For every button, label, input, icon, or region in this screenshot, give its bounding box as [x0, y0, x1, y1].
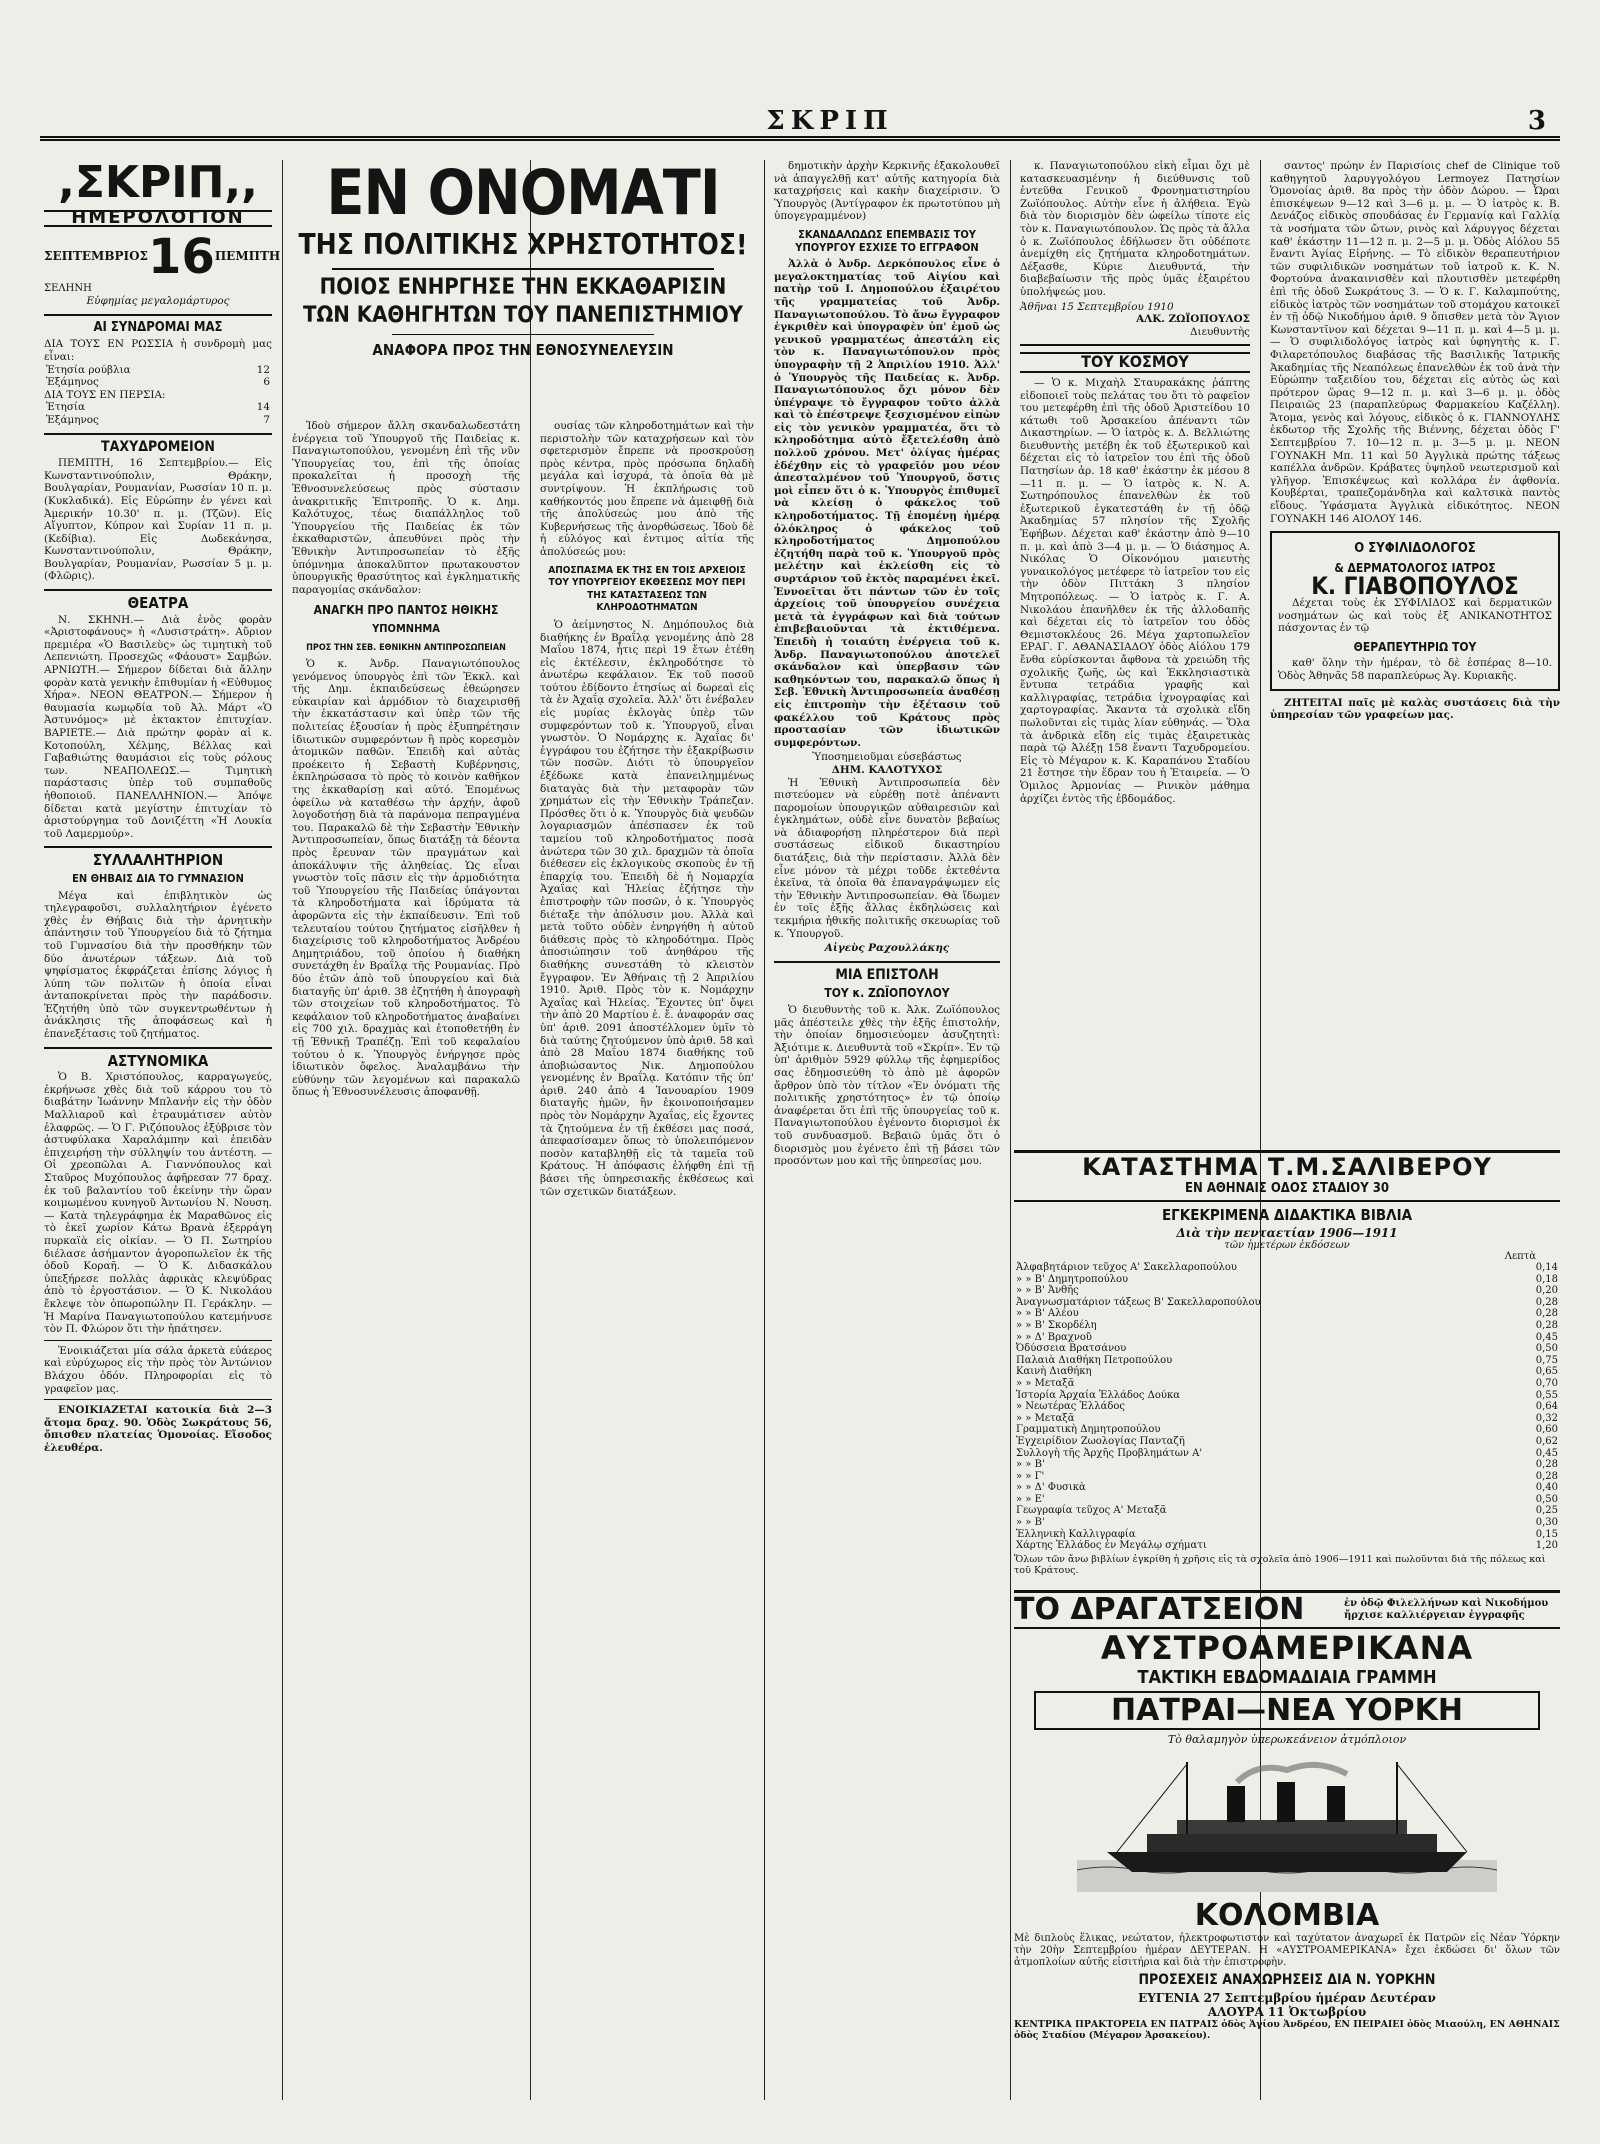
book-title: » Νεωτέρας Ἑλλάδος	[1016, 1401, 1125, 1413]
book-title: Ἐγχειρίδιον Ζωολογίας Πανταζῆ	[1016, 1435, 1185, 1447]
calendar-month: ΣΕΠΤΕΜΒΡΙΟΣ	[44, 249, 149, 264]
book-title: Ἱστορία Ἀρχαία Ἑλλάδος Δούκα	[1016, 1389, 1180, 1401]
excerpt-body: Ὁ ἀείμνηστος Ν. Δημόπουλος διὰ διαθήκης ἐν Βραΐλᾳ γενομένης ἀπὸ 28 Μαΐου 1874, ἧτις περὶ 19 ἔτων ἐτέθη εἰς ἐκτέλεσιν, ἐκληροδότησε τὸ ἀνωτέρω κεφάλαιον. Ἐκ τοῦ ποσοῦ τούτου ἐδίδοντο ἐτησίως αἱ δωρεαὶ εἰς τὰ ἐν Ἀχαΐᾳ σχολεῖα. Ἀλλ' ὅτι ἐνέβαλεν εἰς μυρίας ἐκλογὰς ὑπὲρ τῶν συμφερόντων τοῦ κ. Ὑπουργοῦ, εἶναι γνωστὸν. Ὁ Νομάρχης κ. Ἀχαΐας δι' ἐγγράφου του ἐζήτησε τὴν ἐξακρίβωσιν τῶν ποσῶν. Διότι τὸ ὑπουργεῖον ἐξέδωκε κατὰ ἐπανειλημμένως διαταγὰς διὰ τὴν μεταφορὰν τῶν χρημάτων εἰς τὴν Ἐθνικὴν Τράπεζαν. Πρόσθες ὅτι ὁ κ. Ὑπουργὸς διὰ ψευδῶν λογαριασμῶν ἀπέσπασεν ἐκ τοῦ ταμείου τοῦ κληροδοτήματος ποσὰ ἀνώτερα τῶν 30 χιλ. δραχμῶν τὰ ὁποῖα διέθεσεν εἰς ἐκλογικοὺς σκοποὺς ἐν τῇ ἐπαρχίᾳ του. Ἐπειδὴ δὲ ἡ Νομαρχία Ἀχαΐας καὶ Ἠλείας ἐζήτησε τὴν ἐπιστροφὴν τῶν ποσῶν, ὁ κ. Ὑπουργὸς διέταξε τὴν ἀπόλυσιν μου. Ἀλλὰ καὶ μετὰ τοῦτο οὐδὲν ἐνηργήθη ἡ αὐτοῦ διάθεσις πρὸς τὸ κληροδότημα. Πρὸς ἀποσιώπησιν τοῦ ἀνηθάρου τῆς διαθήκης συνεστάθη τὸ κλειστὸν ἔγγραφον. Ἐν Ἀθήναις τῇ 2 Ἀπριλίου 1910. Ἀριθ. Πρὸς τὸν κ. Νομάρχην Ἀχαΐας καὶ Ἠλείας. Ἔχοντες ὑπ' ὄψει τὴν ἀπὸ 20 Μαρτίου ἐ. ἔ. ἀναφοράν σας ὑπ' ἀριθ. 2091 ἀποστέλλομεν ὑμῖν τὸ διὰ ταύτης ζητούμενον ὑπὸ ἀριθ. 58 καὶ ἀπὸ 28 Μαΐου 1874 διαθήκης τοῦ ἀποβιώσαντος Νικ. Δημοπούλου γενομένης ἐν Βραΐλᾳ. Κατόπιν τῆς ὑπ' ἀριθ. 240 ἀπὸ 4 Ἰανουαρίου 1909 διαταγῆς ἡμῶν, ἣν ἐκοινοποιήσαμεν πρὸς τὸν Νομάρχην Ἀχαΐας, εἰς ἔχοντες τὰ ζητούμενα ἐν τῇ ἐκθέσει μας ποσά, ἀπεφασίσαμεν ὅπως τὸ ὑπολειπόμενον ποσὸν καταβληθῇ εἰς τὰ ταμεῖα τοῦ Κράτους. Ἡ ἀπόφασις ἐλήφθη ἐπὶ τῇ βάσει τῆς ὑπηρεσιακῆς ἐκθέσεως καὶ τῶν σχετικῶν διατάξεων.	[540, 618, 754, 1198]
book-price: 0,50	[1535, 1493, 1558, 1505]
book-price: 0,60	[1535, 1424, 1558, 1436]
commentary-signature: Αἰγεὺς Ραχουλλάκης	[824, 942, 950, 955]
column-rule	[530, 160, 531, 2100]
book-row	[1014, 1297, 1560, 1309]
post-text: ΠΕΜΠΤΗ, 16 Σεπτεμβρίου.— Εἰς Κωνσταντινούπολιν, Θράκην, Βουλγαρίαν, Ρουμανίαν, Ρωσσίαν 10 π. μ. (Κυκλαδικά). Εἰς Εὐρώπην ἐν γένει καὶ Ἀμερικήν 10.30' π. μ. (Τζῶν). Εἰς Αἴγυπτον, Κύπρον καὶ Συρίαν 11 π. μ. (Κεδίβια). Εἰς Δωδεκάνησα, Κωνσταντινούπολιν, Θράκην, Βουλγαρίαν, Ρουμανίαν, Ρωσσίαν 5 μ. μ. (Φλῶρις).	[44, 457, 272, 583]
article-intro: Ἰδοὺ σήμερον ἄλλη σκανδαλωδεστάτη ἐνέργεια τοῦ Ὑπουργοῦ τῆς Παιδείας κ. Παναγιωτοπούλου, γενομένη ἐπὶ τῆς νῦν Ὑπουργείας του, ἐπὶ τῆς ὁποίας προκαλεῖται ἡ προσοχὴ τῆς Ἐθνοσυνελεύσεως πρὸς σύστασιν ἀνακριτικῆς Ἐπιτροπῆς. Ὁ κ. Δημ. Καλότυχος, τέως διαπάλληλος τοῦ Ὑπουργείου τῆς Παιδείας ἐκ τῶν ἐκκαθαριστῶν, ἀπευθύνει πρὸς τὴν Ἐθνικὴν Ἀντιπροσωπείαν τὸ ἐξῆς ὑπόμνημα ἀποκαλῦπτον πρωτακουστον ὑπουργικῆς θρασύτητος καὶ ἐγκληματικῆς παραγομίας σκάνδαλον:	[292, 420, 520, 596]
intervention-title: ΣΚΑΝΔΑΛΩΔΩΣ ΕΠΕΜΒΑΣΙΣ ΤΟΥ ΥΠΟΥΡΓΟΥ ΕΣΧΙΣΕ ΤΟ ΕΓΓΡΑΦΟΝ	[795, 227, 979, 254]
book-row	[1014, 1401, 1560, 1413]
book-title: » » Β' Αλέου	[1016, 1308, 1079, 1320]
doctor-ad	[1270, 531, 1560, 690]
sub-row-value: 6	[263, 376, 270, 389]
letter-title: ΜΙΑ ΕΠΙΣΤΟΛΗ	[835, 966, 939, 983]
doctor-ad-subtitle: & ΔΕΡΜΑΤΟΛΟΓΟΣ ΙΑΤΡΟΣ	[1334, 560, 1496, 575]
lead-headline: ΕΝ ΟΝΟΜΑΤΙ	[326, 156, 720, 229]
book-price: 0,40	[1535, 1482, 1558, 1494]
book-price: 0,55	[1535, 1389, 1558, 1401]
column-rule	[282, 160, 283, 2100]
column-5	[1020, 160, 1250, 1140]
lead-headline-4: ΤΩΝ ΚΑΘΗΓΗΤΩΝ ΤΟΥ ΠΑΝΕΠΙΣΤΗΜΙΟΥ	[302, 303, 743, 328]
book-row	[1014, 1517, 1560, 1529]
theatre-text: Ν. ΣΚΗΝΗ.— Διὰ ἑνὸς φορὰν «Ἀριστοφάνους» ἡ «Λυσιστράτη». Αὔριον πρεμιέρα «Ὁ Βασιλεὺς» ὡς τιμητικὴ τοῦ Λεπενιώτη. Προσεχῶς «Φάουστ» Σαμβών. ΑΡΝΙΩΤΗ.— Σήμερον δίδεται διὰ ἄλλην φορὰν κατὰ γενικὴν ἐπιθυμίαν ἡ «Εὐθυμος Χήρα». ΝΕΟΝ ΘΕΑΤΡΟΝ.— Σήμερον ἡ θαυμασία κωμῳδία τοῦ Ἀλ. Μάρτ «Ὁ Ἀστυνόμος» μὲ ἐκτακτον ἐπιτυχίαν. ΒΑΡΙΕΤΕ.— Διὰ πρώτην φορὰν αἱ κ. Κοτοπούλη, Χέλμης, Βέλλας καὶ Γαβαθιώτης θαυμάσιοι εἰς τοὺς ρόλους των. ΝΕΑΠΟΛΕΩΣ.— Τιμητικὴ παράστασις ὑπὲρ τοῦ συμπαθοῦς ἠθοποιοῦ. ΠΑΝΕΛΛΗΝΙΟΝ.— Ἀπόψε δίδεται κατὰ μεγίστην ἐπιτυχίαν τὸ ἀριστούργημα τοῦ Δονιζέττη «Ἡ Λουκία τοῦ Λαμερμούρ».	[44, 613, 272, 840]
book-row	[1014, 1459, 1560, 1471]
book-price: 0,28	[1535, 1308, 1558, 1320]
book-price: 0,75	[1535, 1354, 1558, 1366]
divider	[332, 268, 714, 270]
sub-row-value: 7	[263, 413, 270, 426]
letter-subtitle: ΤΟΥ κ. ΖΩΪΟΠΟΥΛΟΥ	[824, 986, 950, 1001]
classified-ad: Ἐνοικιάζεται μία σάλα ἀρκετὰ εὐάερος καὶ εὐρύχωρος εἰς τὴν πρὸς τὸν Ἀντώνιον Βλάχου ὁδόν. Πληροφορίαι εἰς τὸ γραφεῖον μας.	[44, 1344, 272, 1395]
lead-headline-2: ΤΗΣ ΠΟΛΙΤΙΚΗΣ ΧΡΗΣΤΟΤΗΤΟΣ!	[298, 228, 748, 261]
book-title: Ἑλληνικὴ Καλλιγραφία	[1016, 1528, 1136, 1540]
dragatsi-title: ΤΟ ΔΡΑΓΑΤΣΕΙΟΝ	[1014, 1592, 1305, 1627]
line-title: ΑΥΣΤΡΟΑΜΕΡΙΚΑΝΑ	[1100, 1629, 1474, 1667]
sub-row-value: 14	[256, 401, 270, 414]
moon-label: ΣΕΛΗΝΗ	[44, 282, 92, 294]
doctor-ad-title: Ο ΣΥΦΙΛΙΔΟΛΟΓΟΣ	[1354, 541, 1476, 557]
books-subtitle: Διὰ τὴν πενταετίαν 1906—1911	[1176, 1226, 1398, 1240]
lead-headline-block	[292, 156, 754, 363]
intervention-body: Ἀλλὰ ὁ Ἀνδρ. Δερκόπουλος εἶνε ὁ μεγαλοκτηματίας τοῦ Αἰγίου καὶ πατὴρ τοῦ Ι. Δημοπούλου ἐξαιρέτου τῆς γραμματείας τοῦ Ἀνδρ. Παναγιωτοπούλου. Τὸ ἄνω ἔγγραφον ἐγκριθὲν καὶ ὑπογραφὲν ὑπ' ἐμοῦ ὡς γενικοῦ γραμματέως ἀπεστάλη εἰς τὸν κ. Παναγιωτόπουλον πρὸς ὑπογραφὴν τῇ 2 Ἀπριλίου 1910. Ἀλλ' ὁ Ὑπουργὸς τῆς Παιδείας κ. Ἀνδρ. Παναγιωτόπουλος ὄχι μόνον δὲν ὑπέγραψε τὸ ἔγγραφον τοῦτο ἀλλὰ καὶ τὸ ἐπέστρεψε ξεσχισμένον εἰπὼν εἰς τὸν γενικὸν γραμματέα, ὅτι τὸ κληροδότημα αὐτὸ ἔξετελέσθη ἀπὸ πολλοῦ χρόνου. Μετ' ὀλίγας ἡμέρας ἐδέχθην εἰς τὸ γραφεῖόν μου νέον ἀπεσταλμένον τοῦ Ὑπουργοῦ, ὅστις μοὶ εἶπεν ὅτι ὁ κ. Ὑπουργὸς ἐπιθυμεῖ νὰ κλείσῃ ὁ φάκελος τοῦ κληροδοτήματος. Τῇ ἑπομένῃ ἡμέρᾳ ὁλόκληρος ὁ φάκελος τοῦ κληροδοτήματος Δημοπούλου ἐζητήθη παρὰ τοῦ κ. Ὑπουργοῦ πρὸς μελέτην καὶ ἐκλείσθη εἰς τὸ συρτάριον τοῦ ἐκτὸς παραμένει ἐκεῖ. Ἐννοεῖται ὅτι πάντων τῶν ἐν τοῖς ἀρχείοις τοῦ ὑπουργείου συνέχεια μετὰ τὰ ἐγγράφων καὶ διὰ τούτων ἐπιβεβαιοῦνται τὰ ἐκτιθέμενα. Ἐπειδὴ ἡ τοιαύτη ἐνέργεια τοῦ κ. Ἀνδρ. Παναγιωτοπούλου ἀποτελεῖ σκάνδαλον καὶ ὑπερβασιν τῶν καθηκόντων του, παρακαλῶ ὅπως ἡ Σεβ. Ἐθνικὴ Ἀντιπροσωπεία ἀναθέσῃ εἰς ἐπιτροπὴν τὴν ἐξέτασιν τοῦ φακέλλου τοῦ Κράτους πρὸς προστασίαν τῶν ἰδιωτικῶν συμφερόντων.	[774, 258, 1000, 749]
book-title: Ἀναγνωσματάριον τάξεως Β' Σακελλαροπούλου	[1016, 1296, 1261, 1308]
paper-logo: ,ΣΚΡΙΠ,,	[58, 157, 258, 208]
book-price: 0,70	[1535, 1377, 1558, 1389]
next-departure-2: ΑΛΟΥΡΑ 11 Ὀκτωβρίου	[1207, 2005, 1367, 2019]
letter-body-cont: κ. Παναγιωτοπούλου εἰκὴ εἶμαι ὄχι μὲ κατασκευασμένην ἡ διεύθυνσις τοῦ ἐντεῦθα Γενικοῦ Φρονηματιστηρίου Ζωϊόπουλος. Αὐτὴν εἶνε ἡ ἀλήθεια. Ἐγὼ διὰ τὸν διορισμὸν δὲν ὠφείλω τίποτε εἰς τὸν κ. Παναγιωτόπουλον. Ὡς πρὸς τὰ ἄλλα ὁ κ. Ζωϊόπουλος ἐδήλωσεν ὅτι οὐδέποτε ἀνεμίχθη εἰς ζητήματα κληροδοτημάτων. Δέξασθε, Κύριε Διευθυντά, τὴν διαβεβαίωσιν τῆς πρὸς ὑμᾶς ἐξαιρέτου ὑπολήψεώς μου.	[1020, 160, 1250, 298]
divider	[1014, 1200, 1560, 1202]
rally-title: ΣΥΛΛΑΛΗΤΗΡΙΟΝ	[92, 851, 224, 870]
theatre-title: ΘΕΑΤΡΑ	[127, 594, 189, 613]
book-row	[1014, 1413, 1560, 1425]
divider	[44, 433, 272, 435]
signoff-line: Ὑποσημειοῦμαι εὐσεβάστως	[812, 751, 962, 764]
divider	[1020, 344, 1250, 346]
page-number: 3	[1527, 106, 1546, 136]
commentary: Ἡ Ἐθνικὴ Ἀντιπροσωπεία δὲν πιστεύομεν νὰ εὑρέθῃ ποτὲ ἀπέναντι παρομοίων ὑπουργικῶν αὐθαιρεσιῶν καὶ ἐγκλημάτων, οὐδὲ εἶνε δυνατὸν βεβαίως νὰ ἀδιαφορήσῃ πληρέστερον διὰ περὶ συστάσεως εἰδικοῦ δικαστηρίου διατάξεις, διὰ τὴν περίστασιν. Ἀλλὰ δὲν εἶνε μόνον τὰ μέχρι τοῦδε ἐκτεθέντα ἐκεῖνα, τὰ ὁποῖα θὰ ἐπαναγράψωμεν εἰς τὴν Ἐθνικὴν Ἀντιπροσωπείαν. Θὰ ἴδωμεν ἐν τοῖς ἑξῆς ἄλλας ἐκδηλώσεις καὶ τεκμήρια ἠθικῆς πολιτικῆς σκευωρίας τοῦ κ. Ὑπουργοῦ.	[774, 776, 1000, 940]
book-price: 0,14	[1535, 1262, 1558, 1273]
book-row	[1014, 1343, 1560, 1355]
book-price: 0,30	[1535, 1517, 1558, 1529]
letter-signer: ΑΛΚ. ΖΩΪΟΠΟΥΛΟΣ	[1136, 313, 1250, 326]
divider	[44, 589, 272, 591]
book-row	[1014, 1505, 1560, 1517]
divider	[392, 334, 654, 335]
divider	[44, 1340, 272, 1341]
masthead-title: ΣΚΡΙΠ	[766, 106, 894, 136]
shipping-ad	[1014, 1590, 1560, 2041]
next-departures-title: ΠΡΟΣΕΧΕΙΣ ΑΝΑΧΩΡΗΣΕΙΣ ΔΙΑ Ν. ΥΟΡΚΗΝ	[1138, 1972, 1436, 1988]
book-row	[1014, 1448, 1560, 1460]
book-row	[1014, 1332, 1560, 1344]
article-body: Ὁ κ. Ἀνδρ. Παναγιωτόπουλος γενόμενος ὑπουργὸς ἐπὶ τῶν Ἐκκλ. καὶ τῆς Δημ. ἐκπαιδεύσεως ἐθεώρησεν εὐκαιρίαν καὶ ἀρμόδιον τὸ διαχειρισθῇ τὴν ἐκκατάστασιν καὶ ὑπὲρ τῶν τῆς πολιτείας ἐξουσίαν ἡ πρὸς ἐξυπηρέτησιν ἰδιωτικῶν συμφερόντων ἢ πρὸς κορεσμὸν ἀτομικῶν παθῶν. Ἐπειδὴ καὶ αὐτὰς προέκειτο ἡ Σεβαστὴ Κυβέρνησις, ἐκπληρώσασα τὸ πρὸς τὸ κοινὸν καθῆκον της ἐκκαθαρίσῃ καὶ αὐτό. Ἐπομένως ὀφείλω νὰ καταθέσω τὴν ἀρχήν, ἀφοῦ λογοδοτήσῃ διὰ τὰ παράνομα πεπραγμένα του. Παρακαλῶ δὲ τὴν Σεβαστὴν Ἐθνικὴν Ἀντιπροσωπείαν, ὅπως διατάξῃ τὰ δέοντα πρὸς ἔρευναν τῶν πραγμάτων καὶ ἀποκάλυψιν τῆς ἀληθείας. Ὡς εἶναι γνωστὸν τοῖς πᾶσιν εἰς τὴν ἀρμοδιότητα τοῦ Ὑπουργείου τῆς Παιδείας ὑπάγονται τὰ κληροδοτήματα καὶ ἰδρύματα τὰ ἀφορῶντα εἰς τὴν ἐκπαίδευσιν. Ἐπὶ τοῦ τελευταίου τούτου ζητήματος εἰσῆλθεν ἡ διαχείρισις τοῦ κληροδοτήματος Ἀνδρέου Δημητριάδου, τοῦ ὁποίου ἡ διαθήκη συνετάχθη ἐν Βραΐλᾳ τῆς Ρουμανίας. Πρὸ δύο ἐτῶν ἀπὸ τοῦ ὑπουργείου καὶ διὰ διαταγῆς ὑπ' ἀριθ. 38 ἐζητήθη ἡ ἀπογραφὴ τῶν στοιχείων τοῦ κληροδοτήματος. Τὸ κεφάλαιον τοῦ κληροδοτήματος ἀναβαίνει εἰς 700 χιλ. δραχμὰς καὶ ἐτοποθετήθη ἐν τῇ Ἐθνικῇ Τραπέζῃ. Ἐπὶ τοῦ κεφαλαίου τούτου ὁ κ. Ὑπουργὸς ἐνήργησε πρὸς ἰδιωτικὸν ὄφελος. Ἀναλαμβάνω τὴν εὐθύνην τῶν λεγομένων καὶ παρακαλῶ ὅπως ἡ Ἐθνοσυνέλευσις ἀποφανθῇ.	[292, 658, 520, 1099]
book-row	[1014, 1285, 1560, 1297]
rent-ad: ΕΝΟΙΚΙΑΖΕΤΑΙ κατοικία διὰ 2—3 ἄτομα δραχ. 90. Ὁδὸς Σωκράτους 56, ὄπισθεν πλατείας Ὁμονοίας. Εἴσοδος ἐλευθέρα.	[44, 1404, 272, 1454]
store-address: ΕΝ ΑΘΗΝΑΙΣ ΟΔΟΣ ΣΤΑΔΙΟΥ 30	[1184, 1181, 1390, 1196]
subscriptions-persia: ΔΙΑ ΤΟΥΣ ΕΝ ΠΕΡΣΙΑ:	[44, 388, 166, 401]
police-title: ΑΣΤΥΝΟΜΙΚΑ	[107, 1051, 209, 1070]
ship-description: Μὲ διπλοὺς ἕλικας, νεώτατον, ἠλεκτροφωτιστον καὶ ταχύτατον ἀναχωρεῖ ἐκ Πατρῶν εἰς Νέαν Ὑόρκην τὴν 20ὴν Σεπτεμβρίου ἡμέραν ΔΕΥΤΕΡΑΝ. Η «ΑΥΣΤΡΟΑΜΕΡΙΚΑΝΑ» ἔχει ἐκδώσει δι' ὅλων τῶν ἀτμοπλοίων αὐτῆς εἰσιτήρια καὶ διὰ τὴν ἐπιστροφὴν.	[1014, 1933, 1560, 1968]
price-header: Λεπτὰ	[1504, 1251, 1536, 1262]
calendar-weekday: ΠΕΜΠΤΗ	[214, 249, 281, 264]
column-rule	[1010, 160, 1011, 2100]
book-row	[1014, 1366, 1560, 1378]
doctors-notices: σαντος' πρώην ἐν Παρισίοις chef de Clinique τοῦ καθηγητοῦ λαρυγγολόγου Lermoyez Πατησίων Ὁμονοίας ἀριθ. 8α πρὸς τὴν ὁδὸν Δώρου. — Ὧραι ἐπισκέψεων 9—12 καὶ 3—6 μ. μ. — Ὁ ἰατρὸς κ. Β. Δενάζος εἰδικὸς σπουδάσας ἐν Γερμανίᾳ καὶ Γαλλίᾳ τὰ νοσήματα τῶν ὤτων, ρινὸς καὶ λάρυγγος δέχεται καθ' ἑκάστην 11—12 π. μ. 2—5 μ. μ. Ὁδὸς Αἰόλου 55 ἔναντι Ἁγίας Εἰρήνης. — Τὸ εἰδικὸν θεραπευτήριον τῶν συφιλιδικῶν νοσημάτων τοῦ ἰατροῦ κ. Κ. Ν. Φορτούνα ἀνακαινισθὲν καὶ πλουτισθὲν μετεφέρθη ἐπὶ τῆς ὁδοῦ Σωκράτους 3. — Ὁ κ. Γ. Καλαμπούτης, εἰδικὸς ἰατρὸς τῶν νοσημάτων τοῦ στομάχου κατοικεῖ ἐν τῇ ὁδῷ Νικοδήμου ἀριθ. 9 ὄπισθεν μετὰ τὸν Ἅγιον Κωνσταντῖνον καὶ δέχεται 9—11 π. μ. καὶ 4—5 μ. μ. — Ὁ συφιλιδολόγος ἰατρὸς καὶ ὑφηγητὴς κ. Γ. Φιλαρετόπουλος διαβάσας τῆς Βασιλικῆς Ἰατρικῆς Ἀκαδημίας τῆς Νεαπόλεως ἐπανελθὼν ἐκ τοῦ ἀνὰ τὴν Εὐρώπην ταξειδίου του, δέχεται εἰς αὐτὸς ὡς καὶ πρότερον ὥρας 9—12 π. μ. καὶ 3—6 μ. μ. ὁδὸς Πειραιῶς 23 (παραπλεύρως Φαρμακείου Καζέλλη). Ἄτομα, γενὸς καὶ λόγους, εἰδικὸς ὁ κ. ΓΙΑΝΝΟΥΛΗΣ ἐκδωτορ τῆς Σχολῆς τῆς Βιέννης, δέχεται ὁδὸς Γ' Σεπτεμβρίου 7. 10—12 π. μ. 3—5 μ. μ. ΝΕΟΝ ΓΟΥΝΑΚΗ Μπ. 11 καὶ 50 Ἀγγλικὰ πρώτης τάξεως καπέλλα ἀνδρῶν. Κράβατες ὑψηλοῦ νεωτερισμοῦ καὶ γλῆγορ. Ἐπισκέψεως καὶ κολλάρα ἐν ἀφθονία. Κουβέρται, τραπεζομάνδηλα καὶ καλτσικὰ παντὸς εἴδους. Ὑφάσματα Ἀγγλικὰ εἰδικότητος. ΝΕΟΝ ΓΟΥΝΑΚΗ 146 ΑΙΟΛΟΥ 146.	[1270, 160, 1560, 525]
books-title: ΕΓΚΕΚΡΙΜΕΝΑ ΔΙΔΑΚΤΙΚΑ ΒΙΒΛΙΑ	[1161, 1206, 1413, 1224]
dragatsi-ad	[1014, 1593, 1560, 1627]
letter-date: Ἀθῆναι 15 Σεπτεμβρίου 1910	[1020, 300, 1174, 313]
rally-text: Μέγα καὶ ἐπιβλητικὸν ὡς τηλεγραφοῦσι, συλλαλητήριον ἐγένετο χθὲς ἐν Θήβαις διὰ τὴν ἀρνητικὴν ἀπάντησιν τοῦ Ὑπουργείου διὰ τὸ ζήτημα τοῦ Γυμνασίου διὰ τὴν προσθήκην τῶν δύο ἀνωτέρων τάξεων. Διὰ τοῦ ψηφίσματος ἐκφράζεται ἐπίσης λόγιος ἡ λύπη τῶν πολιτῶν ἡ ὁποία εἶναι ἀνταποκρίνεται πρὸς τὴν παράδοσιν. Ἐζητήθη ὑπὸ τῶν συγκεντρωθέντων ἡ ἀνάκλησις τῆς ἀποφάσεως καὶ ἡ ἐπανεξέτασις τοῦ ζητήματος.	[44, 889, 272, 1041]
sub-row-label: Ἐτησία	[46, 401, 86, 414]
book-title: » » Γ'	[1016, 1470, 1045, 1482]
subscriptions-russia: ΔΙΑ ΤΟΥΣ ΕΝ ΡΩΣΣΙΑ ἡ συνδρομὴ μας εἶναι:	[44, 338, 272, 363]
book-row	[1014, 1529, 1560, 1541]
dragatsi-text: ἐν ὁδῷ Φιλελλήνων καὶ Νικοδήμου ἤρχισε καλλιέργειαν ἐγγραφῆς	[1344, 1598, 1549, 1621]
subscriptions-persia-table	[44, 401, 272, 426]
book-price: 0,32	[1535, 1412, 1558, 1424]
doctor-ad-place: ΘΕΡΑΠΕΥΤΗΡΙΩ ΤΟΥ	[1353, 639, 1477, 654]
divider	[44, 1399, 272, 1400]
signoff-name: ΔΗΜ. ΚΑΛΟΤΥΧΟΣ	[831, 763, 943, 776]
book-price: 0,20	[1535, 1285, 1558, 1297]
book-price: 0,28	[1535, 1459, 1558, 1471]
divider	[44, 314, 272, 316]
book-price: 0,65	[1535, 1366, 1558, 1378]
society-text: — Ὁ κ. Μιχαὴλ Σταυρακάκης ῥάπτης εἰδοποιεῖ τοὺς πελάτας του ὅτι τὸ ραφεῖον του μετεφέρθη ἐπὶ τῆς ὁδοῦ Ἀριστείδου 10 κάτωθι τοῦ Ἀρσακείου ἀπέναντι τῶν Δικαστηρίων. — Ὁ ἰατρὸς κ. Δ. Βελλιώτης διευθυντὴς μετέβη ἐκ τοῦ ἐξωτερικοῦ καὶ δέχεται εἰς τὸ ἰατρεῖον του ἐπὶ τῆς ὁδοῦ Πατησίων ἀρ. 18 καθ' ἑκάστην ἐκ μέσου 8—11 π. μ. — Ὁ ἰατρὸς κ. Ν. Α. Σωτηρόπουλος ἐπανελθὼν ἐκ τοῦ ἐξωτερικοῦ ἐγκατεστάθη ἐν τῇ ὁδῷ Ἀκαδημίας 57 πλησίον τῆς Σχολῆς Ἐφήβων. Δέχεται καθ' ἑκάστην ἀπὸ 9—10 π. μ. καὶ ἀπὸ 3—4 μ. μ. — Ὁ διάσημος Α. Νικόλας Ὁ Οἰκονόμου μαιευτὴς γυναικολόγος μετέφερε τὸ ἰατρεῖον του εἰς τὴν ὁδὸν Πιττάκη 3 πλησίον Μητροπόλεως. — Ὁ ἰατρὸς κ. Γ. Α. Νικολάου ἐπανῆλθεν ἐκ τῆς ἀλλοδαπῆς καὶ δέχεται εἰς τὸ ἰατρεῖον του ὁδὸς Θεμιστοκλέους 26. Μέγα χαρτοπωλεῖον ΕΡΑΓ. Γ. ΑΘΑΝΑΣΙΑΔΟΥ ὁδὸς Αἰόλου 179 ἔνθα εὑρίσκονται ἄφθονα τὰ χρειώδη τῆς σχολικῆς ζωῆς, ὡς καὶ Ἐκκλησιαστικὰ ἔντυπα τετράδια γραφῆς καὶ καλλιγραφίας, τετράδια ἰχνογραφίας καὶ χαρτογραφίας. Ἄκαντα τὰ σχολικὰ εἴδη πωλοῦνται εἰς τιμὰς λίαν εὐθηνάς. — Ὅλα τὰ ἀνδρικὰ εἴδη εἰς τιμὰς ἐξαιρετικὰς παρὰ τῷ Ἀλέξῃ 158 ἔναντι Ταχυδρομείου. Εἰς τὸ Μέγαρον κ. Κ. Καραπάνου Σταδίου 21 ἔστησε τὴν ἕδραν του ἡ Ἑταιρεία. — Ὁ Ὁμιλος Ἀρμονίας — Ρινικὸν μάθημα ἀρχίζει ἐντὸς τῆς ἑβδομάδος.	[1020, 376, 1250, 805]
column-6	[1270, 160, 1560, 1140]
calendar-title: ΗΜΕΡΟΛΟΓΙΟΝ	[44, 210, 272, 227]
book-price: 0,45	[1535, 1331, 1558, 1343]
book-row	[1014, 1320, 1560, 1332]
books-table	[1014, 1262, 1560, 1552]
book-title: » » Μεταξᾶ	[1016, 1412, 1075, 1424]
book-title: Καινὴ Διαθήκη	[1016, 1366, 1092, 1378]
lead-headline-3: ΠΟΙΟΣ ΕΝΗΡΓΗΣΕ ΤΗΝ ΕΚΚΑΘΑΡΙΣΙΝ	[319, 275, 727, 300]
ship-name: ΚΟΛΟΜΒΙΑ	[1194, 1898, 1380, 1933]
books-note: Ὅλων τῶν ἄνω βιβλίων ἐγκρίθη ἡ χρῆσις εἰς τὰ σχολεῖα ἀπὸ 1906—1911 καὶ πωλοῦνται διὰ τῆς πόλεως καὶ τοῦ Κράτους.	[1014, 1553, 1546, 1576]
steamship-illustration	[1077, 1752, 1497, 1892]
book-title: » » Β' Δημητροπούλου	[1016, 1273, 1129, 1285]
subscriptions-russia-table	[44, 364, 272, 389]
book-price: 0,50	[1535, 1343, 1558, 1355]
doctor-ad-hours: καθ' ὅλην τὴν ἡμέραν, τὸ δὲ ἑσπέρας 8—10. Ὁδὸς Ἀθηνᾶς 58 παραπλεύρως Ἁγ. Κυριακῆς.	[1278, 657, 1552, 682]
calendar-date	[44, 228, 281, 285]
sub-row-value: 12	[256, 363, 270, 376]
books-subtitle-2: τῶν ἡμετέρων ἐκδόσεων	[1224, 1240, 1350, 1251]
book-price: 0,45	[1535, 1447, 1558, 1459]
book-price: 0,28	[1535, 1296, 1558, 1308]
route-label: ΠΑΤΡΑΙ—ΝΕΑ ΥΟΡΚΗ	[1034, 1691, 1540, 1730]
doctor-ad-name: Κ. ΓΙΑΒΟΠΟΥΛΟΣ	[1311, 572, 1519, 601]
society-title: ΤΟΥ ΚΟΣΜΟΥ	[1020, 352, 1250, 373]
book-title: Γραμματικὴ Δημητροπούλου	[1016, 1424, 1161, 1436]
book-row	[1014, 1482, 1560, 1494]
book-title: » » Β'	[1016, 1517, 1045, 1529]
column-1	[44, 157, 281, 2120]
book-price: 0,28	[1535, 1470, 1558, 1482]
police-text: Ὁ Β. Χριστόπουλος, καρραγωγεύς, ἐκρήνωσε χθὲς διὰ τοῦ κάρρου του τὸ διαβάτην Ἰωάννην Μπλανήν εἰς τὴν ὁδὸν Μαλλιαροῦ καὶ ἐτραυμάτισεν αὐτὸν ἐλαφρῶς. — Ὁ Γ. Ριζόπουλος ἐξύβρισε τὸν ἀστυφύλακα Χαραλάμπην καὶ ἐπειδὰν ἐπιχειρήσῃ τὴν σύλληψίν του ἀντέστη. — Οἱ χρεοπῶλαι Α. Γιαννόπουλος καὶ Σταῦρος Μυχόπουλος ἀφῆρεσαν 77 δραχ. ἐκ τοῦ βαλαντίου τοῦ ἐκείνην τὴν ὥραν κοιμωμένου κυνηγοῦ Ἀντωνίου Ν. Νουση. — Κατὰ τηλεγράφημα ἐκ Μαραθῶνος εἰς τὸ ἐκεῖ χωρίον Κάτω Βρανὰ ἐξερράγη πυρκαϊὰ εἰς οἰκίαν. — Ὁ Π. Σωτηρίου διέλασε ἀσήμαντον ἀγοροπωλεῖον ἐκ τῆς ὁδοῦ Κοραῆ. — Ὁ Κ. Διδασκάλου ὑπεξήρεσε πολλὰς ἀφρικὰς κλεψύδρας ἀπὸ τὸ ἐργοστάσιον. — Ὁ Κ. Νικολάου ἔκλεψε τὸν ὀπωροπώλην Π. Γεράκλην. — Ἡ Μαρίνα Παναγιωτοπούλου κατεμήνυσε τὸν Π. Φλώρον ὅτι τὴν ἠπάτησεν.	[44, 1071, 272, 1336]
line-subtitle: ΤΑΚΤΙΚΗ ΕΒΔΟΜΑΔΙΑΙΑ ΓΡΑΜΜΗ	[1137, 1667, 1437, 1688]
book-row	[1014, 1424, 1560, 1436]
book-title: Ἀλφαβητάριον τεῦχος Α' Σακελλαροπούλου	[1016, 1262, 1237, 1273]
calendar-day: 16	[148, 228, 215, 285]
post-title: ΤΑΧΥΔΡΟΜΕΙΟΝ	[101, 438, 215, 455]
book-price: 0,25	[1535, 1505, 1558, 1517]
book-title: » » Δ' Βραχνοῦ	[1016, 1331, 1092, 1343]
book-row	[1014, 1436, 1560, 1448]
saint-of-day: Εὐφημίας μεγαλομάρτυρος	[86, 295, 230, 308]
store-title: ΚΑΤΑΣΤΗΜΑ Τ.Μ.ΣΑΛΙΒΕΡΟΥ	[1082, 1153, 1492, 1181]
book-title: » » Μεταξᾶ	[1016, 1377, 1075, 1389]
article-body-cont-2: δημοτικὴν ἀρχὴν Κερκινῆς ἐξακολουθεῖ νὰ ἀπαγγελθῇ κατ' αὐτῆς κατηγορία διὰ καταχρήσεις καὶ κακὴν διαχείρισιν. Ὁ Ὑπουργὸς (Ἀντίγραφον ἐκ πρωτοτύπου μὴ ὑπογεγραμμένον)	[774, 160, 1000, 223]
excerpt-title: ΑΠΟΣΠΑΣΜΑ ΕΚ ΤΗΣ ΕΝ ΤΟΙΣ ΑΡΧΕΙΟΙΣ ΤΟΥ ΥΠΟΥΡΓΕΙΟΥ ΕΚΘΕΣΕΩΣ ΜΟΥ ΠΕΡΙ ΤΗΣ ΚΑΤΑΣΤΑΣΕΩΣ ΤΩΝ ΚΛΗΡΟΔΟΤΗΜΑΤΩΝ	[548, 564, 746, 614]
sub-row-label: Ἑξάμηνος	[46, 376, 99, 389]
column-3	[540, 420, 754, 2120]
column-2	[292, 420, 520, 2120]
store-ad	[1014, 1150, 1560, 1576]
book-title: Ὀδύσσεια Βρατσάνου	[1016, 1343, 1127, 1355]
column-rule	[764, 160, 765, 2100]
book-row	[1014, 1494, 1560, 1506]
book-price: 0,15	[1535, 1528, 1558, 1540]
divider	[44, 846, 272, 848]
book-title: » » Β' Σκορδέλη	[1016, 1319, 1097, 1331]
book-row	[1014, 1274, 1560, 1286]
book-row	[1014, 1355, 1560, 1367]
book-price: 0,18	[1535, 1273, 1558, 1285]
book-row	[1014, 1262, 1560, 1274]
book-row	[1014, 1471, 1560, 1483]
article-subtitle-3: ΠΡΟΣ ΤΗΝ ΣΕΒ. ΕΘΝΙΚΗΝ ΑΝΤΙΠΡΟΣΩΠΕΙΑΝ	[306, 642, 506, 653]
book-price: 1,20	[1535, 1540, 1558, 1552]
agency-info: ΚΕΝΤΡΙΚΑ ΠΡΑΚΤΟΡΕΙΑ ΕΝ ΠΑΤΡΑΙΣ ὁδὸς Ἀγίου Ἀνδρέου, ΕΝ ΠΕΙΡΑΙΕΙ ὁδὸς Μιαούλη, ΕΝ ΑΘΗΝΑΙΣ ὁδὸς Σταδίου (Μέγαρον Ἀρσακείου).	[1014, 2019, 1560, 2041]
masthead	[40, 108, 1560, 141]
doctor-ad-text: Δέχεται τοὺς ἐκ ΣΥΦΙΛΙΔΟΣ καὶ δερματικῶν νοσημάτων ὡς καὶ τοὺς ἐξ ΑΝΙΚΑΝΟΤΗΤΟΣ πάσχοντας ἐν τῷ	[1278, 597, 1552, 635]
book-title: » » Β' Ἀνθῆς	[1016, 1285, 1079, 1297]
book-row	[1014, 1308, 1560, 1320]
letter-body: Ὁ διευθυντὴς τοῦ κ. Ἀλκ. Ζωϊόπουλος μᾶς ἀπέστειλε χθὲς τὴν ἑξῆς ἐπιστολήν, τὴν ὁποίαν δημοσιεύομεν ἀσυζητητὶ: Ἀξιότιμε κ. Διευθυντὰ τοῦ «Σκρίπ». Ἐν τῷ ὑπ' ἀριθμὸν 5929 φύλλῳ τῆς ἐφημερίδος σας ἐδημοσιεύθη τὸ ἀπὸ μὲ ἀφορῶν ἄρθρον ὑπὸ τὸν τίτλον «Ἐν ὀνόματι τῆς πολιτικῆς χρηστότητος» ἐν τῷ ὁποίῳ ἀναφέρεται ὅτι ἐπὶ τῆς ὑπουργείας τοῦ κ. Παναγιωτοπούλου ἐγένοντο διορισμοὶ ἐκ τοῦ συνδυασμοῦ. Βεβαιῶ ὑμᾶς ὅτι ὁ διορισμὸς μου ἐγένετο ἐπὶ τῇ βάσει τῶν προσόντων μου καὶ τῆς ὑπηρεσίας μου.	[774, 1004, 1000, 1168]
wanted-ad: ΖΗΤΕΙΤΑΙ παῖς μὲ καλὰς συστάσεις διὰ τὴν ὑπηρεσίαν τῶν γραφείων μας.	[1270, 696, 1560, 722]
subscriptions-title: ΑΙ ΣΥΝΔΡΟΜΑΙ ΜΑΣ	[93, 319, 223, 335]
next-departure-1: ΕΥΓΕΝΙΑ 27 Σεπτεμβρίου ἡμέραν Δευτέραν	[1138, 1991, 1436, 2005]
book-title: Χάρτης Ἑλλάδος ἐν Μεγάλῳ σχήματι	[1016, 1540, 1207, 1552]
book-row	[1014, 1390, 1560, 1402]
book-row	[1014, 1378, 1560, 1390]
ship-caption: Τὸ θαλαμηγὸν ὑπερωκεάνειον ἀτμόπλοιον	[1167, 1733, 1407, 1746]
book-title: » » Δ' Φυσικὰ	[1016, 1482, 1086, 1494]
lead-headline-5: ΑΝΑΦΟΡΑ ΠΡΟΣ ΤΗΝ ΕΘΝΟΣΥΝΕΛΕΥΣΙΝ	[372, 341, 674, 359]
book-title: » » Ε'	[1016, 1493, 1045, 1505]
sub-row-label: Ἐτησία ρούβλια	[46, 363, 131, 376]
letter-signer-role: Διευθυντὴς	[1190, 325, 1250, 338]
article-subtitle-2: ΥΠΟΜΝΗΜΑ	[372, 621, 440, 635]
book-price: 0,64	[1535, 1401, 1558, 1413]
article-subtitle: ΑΝΑΓΚΗ ΠΡΟ ΠΑΝΤΟΣ ΗΘΙΚΗΣ	[313, 603, 499, 618]
book-row	[1014, 1540, 1560, 1552]
divider	[44, 1047, 272, 1049]
book-price: 0,28	[1535, 1319, 1558, 1331]
book-title: Γεωγραφία τεῦχος Α' Μεταξᾶ	[1016, 1505, 1167, 1517]
book-title: Παλαιὰ Διαθήκη Πετροπούλου	[1016, 1354, 1173, 1366]
sub-row-label: Ἑξάμηνος	[46, 413, 99, 426]
book-title: » » Β'	[1016, 1459, 1045, 1471]
book-price: 0,62	[1535, 1435, 1558, 1447]
article-body-cont: ουσίας τῶν κληροδοτημάτων καὶ τὴν περιστολὴν τῶν καταχρήσεων καὶ τὸν σφετερισμὸν ἔπρεπε νὰ προσκρούσῃ πρὸς κέντρα, πρὸς πρόσωπα δηλαδὴ μεγάλα καὶ ἰσχυρά, τὰ ὁποῖα θὰ μὲ συντρίψουν. Ἡ ἐκπλήρωσις τοῦ καθήκοντός μου ἔπρεπε νὰ ἀμειφθῇ διὰ τῆς ἀπολύσεώς μου ἀπὸ τῆς Κυβερνήσεως τῆς ἀνορθώσεως. Ἰδοὺ δὲ ἡ εὐλόγος καὶ ἐντιμος αἰτία τῆς ἀπολύσεώς μου:	[540, 420, 754, 558]
book-title: Συλλογὴ τῆς Ἀρχῆς Προβλημάτων Α'	[1016, 1447, 1203, 1459]
column-4	[774, 160, 1000, 2120]
divider	[774, 961, 1000, 963]
rally-subtitle: ΕΝ ΘΗΒΑΙΣ ΔΙΑ ΤΟ ΓΥΜΝΑΣΙΟΝ	[72, 871, 244, 885]
